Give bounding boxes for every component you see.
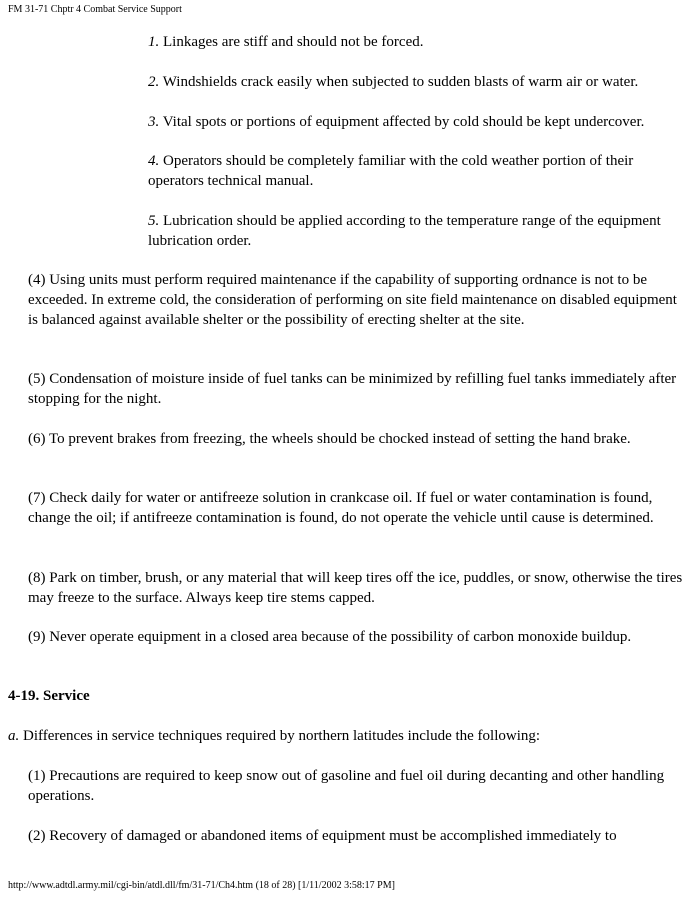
item-4: (4) Using units must perform required maintenance if the capability of supporting ordnance is not to be exceeded. In extreme cold, the consideration of performing on site field maintenance on disabled equipment is balanced against available shelter or the possibility of erecting shelter at the site.: [28, 272, 677, 328]
sub-item-number: 1.: [148, 34, 160, 50]
sub-item-number: 4.: [148, 153, 160, 169]
sub-item-text: Vital spots or portions of equipment affected by cold should be kept undercover.: [159, 114, 645, 130]
paragraph-text: Differences in service techniques required by northern latitudes include the following:: [19, 728, 541, 744]
sub-item-2: [148, 72, 686, 92]
sub-item-text: Linkages are stiff and should not be forced.: [159, 34, 424, 50]
service-item-2: (2) Recovery of damaged or abandoned items of equipment must be accomplished immediately to: [28, 828, 617, 844]
item-6: (6) To prevent brakes from freezing, the wheels should be chocked instead of setting the hand brake.: [28, 431, 631, 447]
service-item-1: (1) Precautions are required to keep snow out of gasoline and fuel oil during decanting and other handling operations.: [28, 768, 665, 804]
item-9: (9) Never operate equipment in a closed area because of the possibility of carbon monoxide buildup.: [28, 629, 632, 645]
sub-item-3: [148, 112, 686, 132]
sub-item-text: Operators should be completely familiar with the cold weather portion of their operators technical manual.: [148, 153, 634, 189]
section-heading: 4-19. Service: [8, 688, 90, 704]
sub-item-number: 2.: [148, 74, 160, 90]
sub-item-number: 3.: [148, 114, 160, 130]
paragraph-letter: a.: [8, 728, 20, 744]
sub-item-4: [148, 151, 686, 191]
sub-item-number: 5.: [148, 213, 160, 229]
page-footer-url: http://www.adtdl.army.mil/cgi-bin/atdl.dll/fm/31-71/Ch4.htm (18 of 28) [1/11/2002 3:58:17 PM]: [8, 880, 395, 891]
sub-item-5: [148, 211, 686, 251]
item-7: (7) Check daily for water or antifreeze solution in crankcase oil. If fuel or water contamination is found, change the oil; if antifreeze contamination is found, do not operate the vehicle until cause is determined.: [28, 490, 654, 526]
item-5: (5) Condensation of moisture inside of fuel tanks can be minimized by refilling fuel tanks immediately after stopping for the night.: [28, 371, 677, 407]
item-8: (8) Park on timber, brush, or any material that will keep tires off the ice, puddles, or snow, otherwise the tires may freeze to the surface. Always keep tire stems capped.: [28, 570, 683, 606]
sub-item-1: [148, 32, 686, 52]
paragraph-a: [8, 726, 688, 746]
running-header: FM 31-71 Chptr 4 Combat Service Support: [8, 4, 182, 15]
sub-item-text: Lubrication should be applied according to the temperature range of the equipment lubrication order.: [148, 213, 661, 249]
sub-item-text: Windshields crack easily when subjected to sudden blasts of warm air or water.: [159, 74, 639, 90]
